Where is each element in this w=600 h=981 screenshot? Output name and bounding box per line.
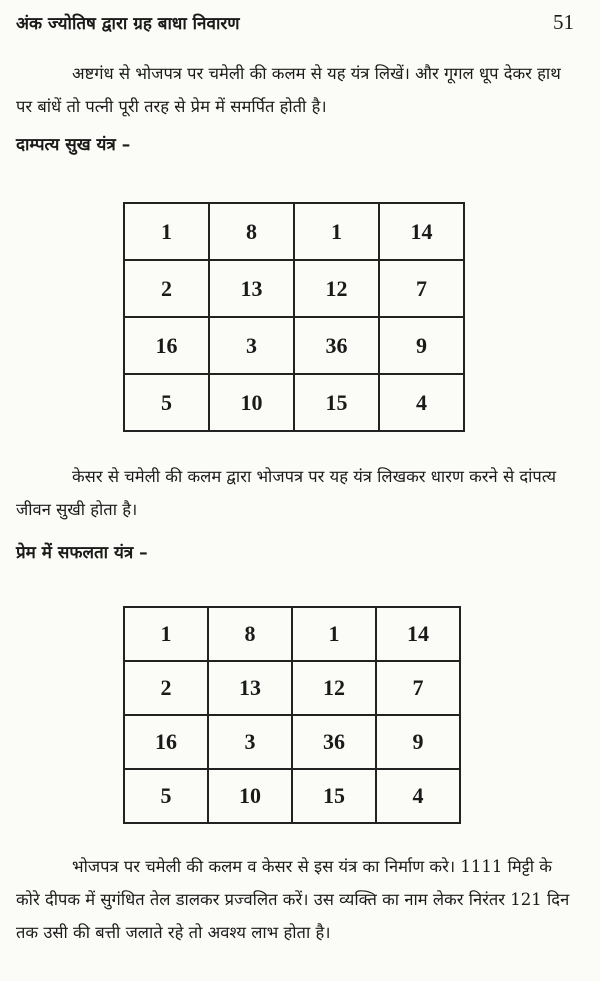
grid-cell: 14 [376, 607, 460, 661]
grid-cell: 8 [209, 203, 294, 260]
grid-row [124, 607, 460, 661]
grid-row [124, 260, 464, 317]
page-header [16, 10, 574, 35]
intro-paragraph: अष्टगंध से भोजपत्र पर चमेली की कलम से यह यंत्र लिखें। और गूगल धूप देकर हाथ पर बांधें तो पत्नी पूरी तरह से प्रेम में समर्पित होती है। [16, 64, 561, 116]
grid-cell: 13 [208, 661, 292, 715]
grid-cell: 14 [379, 203, 464, 260]
grid-cell: 10 [208, 769, 292, 823]
grid-cell: 12 [292, 661, 376, 715]
grid-cell: 15 [292, 769, 376, 823]
grid-row [124, 715, 460, 769]
grid-row [124, 317, 464, 374]
grid-cell: 9 [379, 317, 464, 374]
section1-heading: दाम्पत्य सुख यंत्र – [16, 135, 131, 155]
grid-row [124, 661, 460, 715]
section2-description: भोजपत्र पर चमेली की कलम व केसर से इस यंत्र का निर्माण करे। 1111 मिट्टी के कोरे दीपक में सुगंधित तेल डालकर प्रज्वलित करें। उस व्यक्ति का नाम लेकर निरंतर 121 दिन तक उसी की बत्ती जलाते रहे तो अवश्य लाभ होता है। [16, 857, 570, 942]
grid-cell: 2 [124, 661, 208, 715]
grid-cell: 15 [294, 374, 379, 431]
grid-cell: 9 [376, 715, 460, 769]
grid-cell: 7 [376, 661, 460, 715]
grid-row [124, 769, 460, 823]
grid-cell: 1 [294, 203, 379, 260]
prem-safalta-yantra-grid [123, 606, 461, 824]
section2-heading: प्रेम में सफलता यंत्र – [16, 543, 148, 563]
grid-cell: 4 [376, 769, 460, 823]
grid-cell: 36 [294, 317, 379, 374]
grid-cell: 7 [379, 260, 464, 317]
section1-description: केसर से चमेली की कलम द्वारा भोजपत्र पर यह यंत्र लिखकर धारण करने से दांपत्य जीवन सुखी होता है। [16, 467, 557, 519]
page-number: 51 [553, 10, 574, 34]
grid-cell: 10 [209, 374, 294, 431]
grid-row [124, 374, 464, 431]
dampatya-yantra-grid [123, 202, 465, 432]
grid-cell: 5 [124, 769, 208, 823]
grid-row [124, 203, 464, 260]
grid-cell: 2 [124, 260, 209, 317]
grid-cell: 1 [124, 203, 209, 260]
grid-cell: 3 [208, 715, 292, 769]
grid-cell: 12 [294, 260, 379, 317]
grid-cell: 1 [124, 607, 208, 661]
grid-cell: 16 [124, 715, 208, 769]
grid-cell: 1 [292, 607, 376, 661]
grid-cell: 5 [124, 374, 209, 431]
grid-cell: 3 [209, 317, 294, 374]
grid-cell: 36 [292, 715, 376, 769]
grid-cell: 16 [124, 317, 209, 374]
grid-cell: 13 [209, 260, 294, 317]
running-title: अंक ज्योतिष द्वारा ग्रह बाधा निवारण [16, 14, 240, 34]
grid-cell: 8 [208, 607, 292, 661]
grid-cell: 4 [379, 374, 464, 431]
